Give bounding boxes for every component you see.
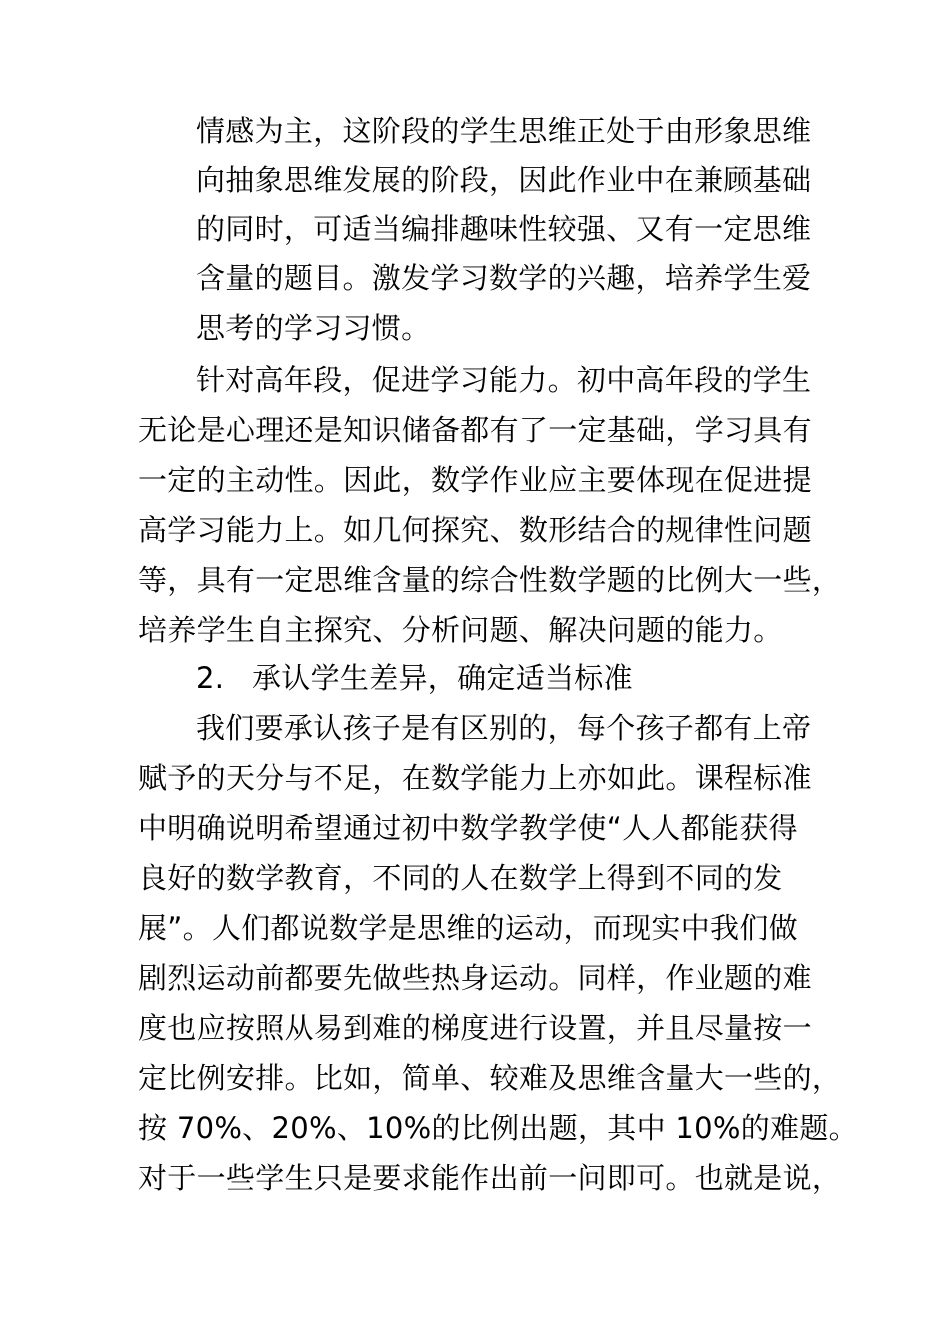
text-line: 一定的主动性。因此，数学作业应主要体现在促进提 bbox=[138, 463, 812, 497]
text-line: 情感为主，这阶段的学生思维正处于由形象思维 bbox=[196, 114, 812, 148]
text-line: 对于一些学生只是要求能作出前一问即可。也就是说， bbox=[138, 1161, 842, 1195]
text-line: 剧烈运动前都要先做些热身运动。同样，作业题的难 bbox=[138, 961, 812, 995]
text-line: 针对高年段，促进学习能力。初中高年段的学生 bbox=[196, 363, 812, 397]
text-line: 培养学生自主探究、分析问题、解决问题的能力。 bbox=[138, 613, 783, 647]
text-line: 良好的数学教育，不同的人在数学上得到不同的发 bbox=[138, 861, 783, 895]
text-line: 等，具有一定思维含量的综合性数学题的比例大一些， bbox=[138, 563, 842, 597]
text-line: 按 70%、20%、10%的比例出题，其中 10%的难题。 bbox=[138, 1111, 858, 1145]
text-line: 度也应按照从易到难的梯度进行设置，并且尽量按一 bbox=[138, 1011, 812, 1045]
text-line: 含量的题目。激发学习数学的兴趣，培养学生爱 bbox=[196, 261, 812, 295]
text-line: 中明确说明希望通过初中数学教学使“人人都能获得 bbox=[138, 811, 798, 845]
text-line: 思考的学习习惯。 bbox=[196, 311, 431, 345]
text-line: 高学习能力上。如几何探究、数形结合的规律性问题 bbox=[138, 513, 812, 547]
text-line: 赋予的天分与不足，在数学能力上亦如此。课程标准 bbox=[138, 761, 812, 795]
text-line: 无论是心理还是知识储备都有了一定基础，学习具有 bbox=[138, 413, 812, 447]
heading-text: 承认学生差异，确定适当标准 bbox=[252, 661, 633, 695]
text-line: 的同时，可适当编排趣味性较强、又有一定思维 bbox=[196, 212, 812, 246]
text-line: 向抽象思维发展的阶段，因此作业中在兼顾基础 bbox=[196, 163, 812, 197]
text-line: 展”。人们都说数学是思维的运动，而现实中我们做 bbox=[138, 911, 798, 945]
text-line: 我们要承认孩子是有区别的，每个孩子都有上帝 bbox=[196, 711, 812, 745]
heading-number: 2. bbox=[196, 661, 225, 695]
text-line: 定比例安排。比如，简单、较难及思维含量大一些的， bbox=[138, 1061, 842, 1095]
section-heading bbox=[196, 661, 633, 695]
